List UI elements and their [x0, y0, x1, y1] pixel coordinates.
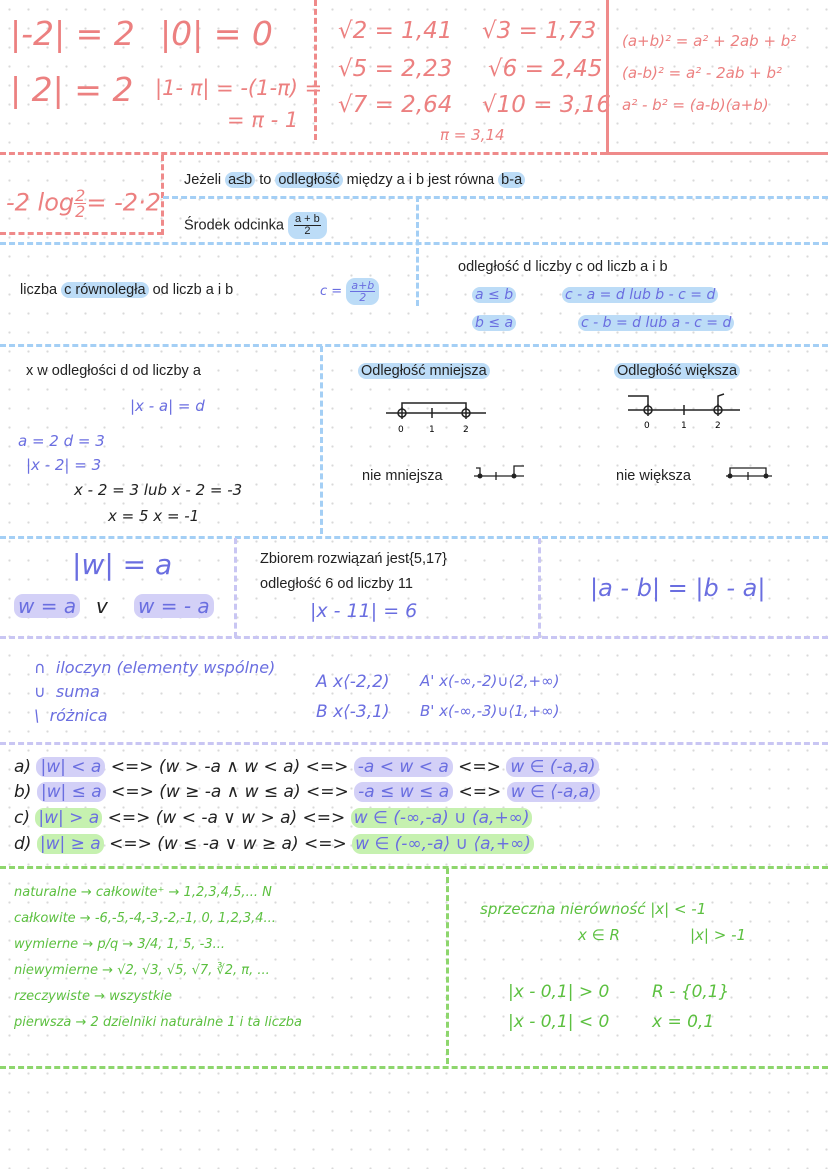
or-symbol: v	[96, 594, 108, 618]
inequality-row	[14, 757, 599, 777]
formula-square-diff: (a-b)² = a² - 2ab + b²	[622, 64, 782, 82]
example-values: a = 2 d = 3	[18, 432, 105, 450]
row-highlight-1: w ∈ (-∞,-a) ∪ (a,+∞)	[351, 808, 533, 828]
abs-x-minus-11: |x - 11| = 6	[310, 600, 418, 622]
row-lhs: |w| ≤ a	[37, 782, 106, 802]
row-body: <=> (w < -a ∨ w > a) <=>	[107, 808, 346, 828]
answer-2: x = 0,1	[652, 1012, 715, 1032]
less-title	[358, 363, 490, 379]
midpoint-rule	[184, 212, 327, 239]
operator-desc: iloczyn (elementy wspólne)	[55, 658, 276, 677]
formula-diff-squares: a² - b² = (a-b)(a+b)	[622, 96, 769, 114]
more-title	[614, 363, 740, 379]
distance-d-title: odległość d liczby c od liczb a i b	[458, 259, 668, 275]
frac-den: 2	[359, 291, 367, 304]
text: c =	[320, 284, 343, 299]
row-highlight-1: -a ≤ w ≤ a	[354, 782, 453, 802]
inequality-row	[14, 834, 534, 854]
inequality-2: |x - 0,1| < 0	[508, 1012, 610, 1032]
divider	[0, 636, 828, 639]
w-equals-a: w = a	[14, 594, 80, 618]
operator-desc: różnica	[49, 706, 108, 725]
highlight-word: Odległość większa	[614, 363, 740, 379]
rule-b-le-a: c - b = d lub a - c = d	[578, 315, 734, 331]
abs-example-2: | 2| = 2	[10, 70, 134, 109]
sqrt10-value: √10 = 3,16	[482, 92, 612, 118]
abs-eq: |w| = a	[72, 548, 173, 581]
row-label: d)	[14, 834, 32, 854]
a-le-b: a ≤ b	[472, 287, 516, 303]
abs-example-1: |-2| = 2	[10, 14, 135, 53]
example-solution: x = 5 x = -1	[108, 507, 200, 525]
list-item: pierwsza → 2 dzielniki naturalne 1 i ta liczba	[14, 1015, 302, 1030]
abs-gt-minus-one: |x| > -1	[690, 926, 747, 944]
example-split: x - 2 = 3 lub x - 2 = -3	[74, 481, 243, 499]
highlight-word: Odległość mniejsza	[358, 363, 490, 379]
divider	[446, 868, 449, 1064]
set-b: B x⟨-3,1)	[316, 702, 390, 722]
list-item	[34, 704, 275, 728]
sqrt7-value: √7 = 2,64	[338, 92, 453, 118]
divider	[161, 155, 164, 235]
row-lhs: |w| < a	[36, 757, 105, 777]
text: liczba	[20, 282, 58, 298]
divider	[0, 344, 828, 347]
answer-1: R - {0,1}	[652, 982, 730, 1002]
row-label: c)	[14, 808, 30, 828]
log-expression	[6, 188, 161, 219]
number-line-not-more	[724, 462, 774, 486]
list-item	[34, 680, 275, 704]
solution-values: {5,17}	[409, 551, 447, 567]
text: to	[259, 172, 272, 188]
distance-eq-title: x w odległości d od liczby a	[26, 363, 201, 379]
text: Środek odcinka	[184, 217, 284, 234]
set-a: A x⟨-2,2)	[316, 672, 390, 692]
formula-square-sum: (a+b)² = a² + 2ab + b²	[622, 32, 797, 50]
example-equation: |x - 2| = 3	[26, 456, 102, 474]
divider	[416, 196, 419, 306]
number-line-not-less	[472, 462, 532, 486]
highlight-result: b-a	[498, 172, 525, 188]
row-body: <=> (w ≤ -a ∨ w ≥ a) <=>	[109, 834, 347, 854]
list-item: naturalne → całkowite⁺ → 1,2,3,4,5,... N	[14, 885, 272, 900]
inequality-row	[14, 782, 600, 802]
operator-symbol: \	[34, 706, 40, 725]
operations-list	[34, 656, 275, 728]
divider	[538, 538, 541, 638]
list-item: wymierne → p/q → 3/4, 1, 5, -3...	[14, 937, 225, 952]
divider	[320, 346, 323, 534]
text: między a i b jest równa	[346, 172, 495, 188]
tick-label: 0	[398, 425, 404, 435]
solution-set	[260, 551, 447, 567]
row-mid: <=>	[458, 757, 501, 777]
c-formula	[320, 278, 379, 305]
log-den: 2	[75, 202, 86, 221]
divider	[606, 152, 828, 155]
frac-den: 2	[304, 225, 311, 237]
set-a-complement: A' x(-∞,-2)∪⟨2,+∞)	[420, 672, 560, 690]
divider	[0, 866, 828, 869]
row-body: <=> (w ≥ -a ∧ w ≤ a) <=>	[111, 782, 349, 802]
sqrt6-value: √6 = 2,45	[488, 56, 603, 82]
list-item: całkowite → -6,-5,-4,-3,-2,-1, 0, 1,2,3,4...	[14, 911, 276, 926]
pi-value: π = 3,14	[440, 126, 505, 144]
abs-symmetry: |a - b| = |b - a|	[590, 574, 766, 602]
frac-num: a+b	[351, 279, 375, 292]
c-fraction	[346, 278, 379, 305]
text: Jeżeli	[184, 172, 222, 188]
text: Zbiorem rozwiązań jest	[260, 551, 410, 567]
tick-label: 0	[644, 421, 650, 431]
highlight-word: odległość	[275, 172, 342, 188]
x-in-r: x ∈ R	[578, 926, 620, 944]
list-item	[34, 656, 275, 680]
distance-six: odległość 6 od liczby 11	[260, 576, 413, 592]
divider	[0, 536, 828, 539]
highlight-word: c równoległa	[61, 282, 148, 298]
divider	[0, 242, 828, 245]
row-label: b)	[14, 782, 32, 802]
log-num: 2	[75, 186, 86, 205]
tick-label: 1	[681, 421, 687, 431]
not-less-label: nie mniejsza	[362, 468, 443, 484]
sqrt3-value: √3 = 1,73	[482, 18, 597, 44]
divider	[606, 0, 609, 152]
distance-eq-formula: |x - a| = d	[130, 397, 205, 415]
abs-example-3: |0| = 0	[160, 14, 273, 53]
w-equals-minus-a: w = - a	[134, 594, 214, 618]
log-left: -2 log	[6, 188, 75, 217]
operator-desc: suma	[55, 682, 100, 701]
list-item: rzeczywiste → wszystkie	[14, 989, 173, 1004]
operator-symbol: ∩	[34, 658, 46, 677]
tick-label: 1	[429, 425, 435, 435]
row-label: a)	[14, 757, 32, 777]
row-lhs: |w| ≥ a	[37, 834, 104, 854]
row-highlight-1: -a < w < a	[354, 757, 453, 777]
sqrt2-value: √2 = 1,41	[338, 18, 453, 44]
abs-example-5: = π - 1	[227, 108, 299, 132]
row-highlight-1: w ∈ (-∞,-a⟩ ∪ ⟨a,+∞)	[352, 834, 534, 854]
abs-example-4: |1- π| = -(1-π) =	[155, 76, 323, 100]
rule-a-le-b: c - a = d lub b - c = d	[562, 287, 718, 303]
tick-label: 2	[715, 421, 721, 431]
contradictory-inequality: sprzeczna nierówność |x| < -1	[480, 900, 707, 918]
divider	[0, 152, 606, 155]
inequality-row	[14, 808, 532, 828]
tick-label: 2	[463, 425, 469, 435]
operator-symbol: ∪	[34, 682, 46, 701]
distance-rule	[184, 172, 525, 188]
row-highlight-2: w ∈ (-a,a)	[506, 757, 599, 777]
equidistant-rule	[20, 282, 233, 298]
number-sets-list	[14, 880, 302, 1036]
divider	[314, 0, 317, 140]
divider	[234, 538, 237, 638]
divider	[0, 1066, 828, 1069]
frac-num: a + b	[294, 213, 320, 225]
midpoint-fraction	[288, 212, 327, 239]
divider	[0, 742, 828, 745]
divider	[0, 232, 163, 235]
set-b-complement: B' x(-∞,-3)∪⟨1,+∞)	[420, 702, 560, 720]
sqrt5-value: √5 = 2,23	[338, 56, 453, 82]
log-right: = -2·2	[86, 188, 161, 217]
row-lhs: |w| > a	[35, 808, 102, 828]
b-le-a: b ≤ a	[472, 315, 516, 331]
number-line-more	[624, 388, 744, 432]
not-more-label: nie większa	[616, 468, 691, 484]
text: od liczb a i b	[152, 282, 234, 298]
inequality-1: |x - 0,1| > 0	[508, 982, 610, 1002]
number-line-less	[382, 396, 492, 436]
divider	[163, 196, 828, 199]
row-mid: <=>	[458, 782, 502, 802]
row-highlight-2: w ∈ ⟨-a,a⟩	[507, 782, 600, 802]
log-fraction	[74, 188, 86, 219]
list-item: niewymierne → √2, √3, √5, √7, ∛2, π, ...	[14, 963, 270, 978]
highlight-condition: a≤b	[225, 172, 255, 188]
row-body: <=> (w > -a ∧ w < a) <=>	[110, 757, 349, 777]
